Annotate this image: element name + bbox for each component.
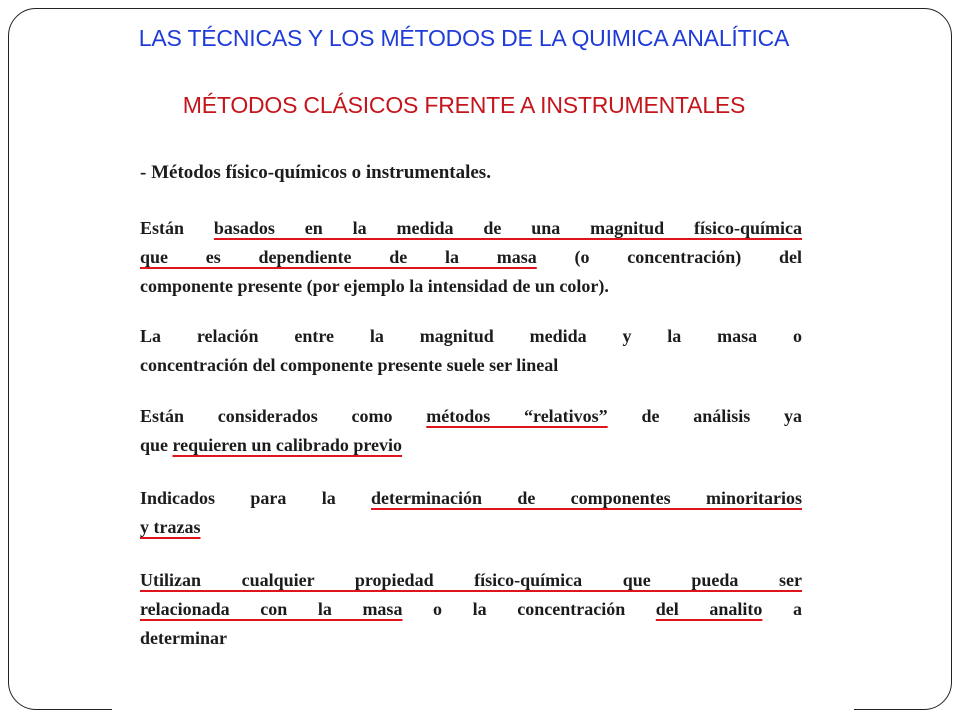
underlined-phrase: determinación de componentes minoritarios [371, 488, 802, 508]
text-segment: concentración del componente presente suele ser lineal [140, 355, 559, 375]
text-line [140, 322, 802, 351]
underlined-phrase: y trazas [140, 517, 201, 537]
text-line [140, 513, 802, 542]
underlined-phrase: basados en la medida de una magnitud físico-química [213, 218, 803, 238]
text-segment: que [140, 435, 173, 455]
text-line [140, 214, 802, 243]
scanned-text-image [118, 150, 833, 702]
underlined-phrase: Utilizan cualquier propiedad físico-química que pueda ser [140, 570, 802, 590]
paragraph-utilizan [140, 566, 802, 653]
text-segment: a [762, 599, 802, 619]
text-segment: La relación entre la magnitud medida y la masa o [140, 326, 802, 346]
slide-subtitle: MÉTODOS CLÁSICOS FRENTE A INSTRUMENTALES [182, 92, 746, 118]
text-line [140, 431, 802, 460]
underlined-phrase: requieren un calibrado previo [172, 435, 403, 455]
text-segment: Están considerados como [140, 406, 427, 426]
paragraph-indicados [140, 484, 802, 542]
text-line [140, 402, 802, 431]
underlined-phrase: métodos “relativos” [426, 406, 608, 426]
paragraph-basados [140, 214, 802, 301]
text-line [140, 272, 802, 301]
frame-bottom-gap [112, 700, 854, 720]
text-line [140, 484, 802, 513]
text-line [140, 243, 802, 272]
paragraph-relacion [140, 322, 802, 380]
scan-heading: - Métodos físico-químicos o instrumentales. [140, 162, 491, 183]
text-segment: Indicados para la [140, 488, 372, 508]
text-segment: de análisis ya [607, 406, 802, 426]
slide-title: LAS TÉCNICAS Y LOS MÉTODOS DE LA QUIMICA ANALÍTICA [138, 25, 790, 51]
underlined-phrase: que es dependiente de la masa [140, 247, 537, 267]
underlined-phrase: relacionada con la masa [140, 599, 403, 619]
text-segment: (o concentración) del [536, 247, 802, 267]
text-line [140, 566, 802, 595]
text-segment: Están [140, 218, 214, 238]
text-line [140, 595, 802, 624]
text-segment: o la concentración [402, 599, 656, 619]
text-segment: determinar [140, 628, 227, 648]
underlined-phrase: del analito [655, 599, 763, 619]
text-line [140, 624, 802, 653]
text-segment: componente presente (por ejemplo la intensidad de un color). [140, 276, 609, 296]
text-line [140, 351, 802, 380]
paragraph-relativos [140, 402, 802, 460]
